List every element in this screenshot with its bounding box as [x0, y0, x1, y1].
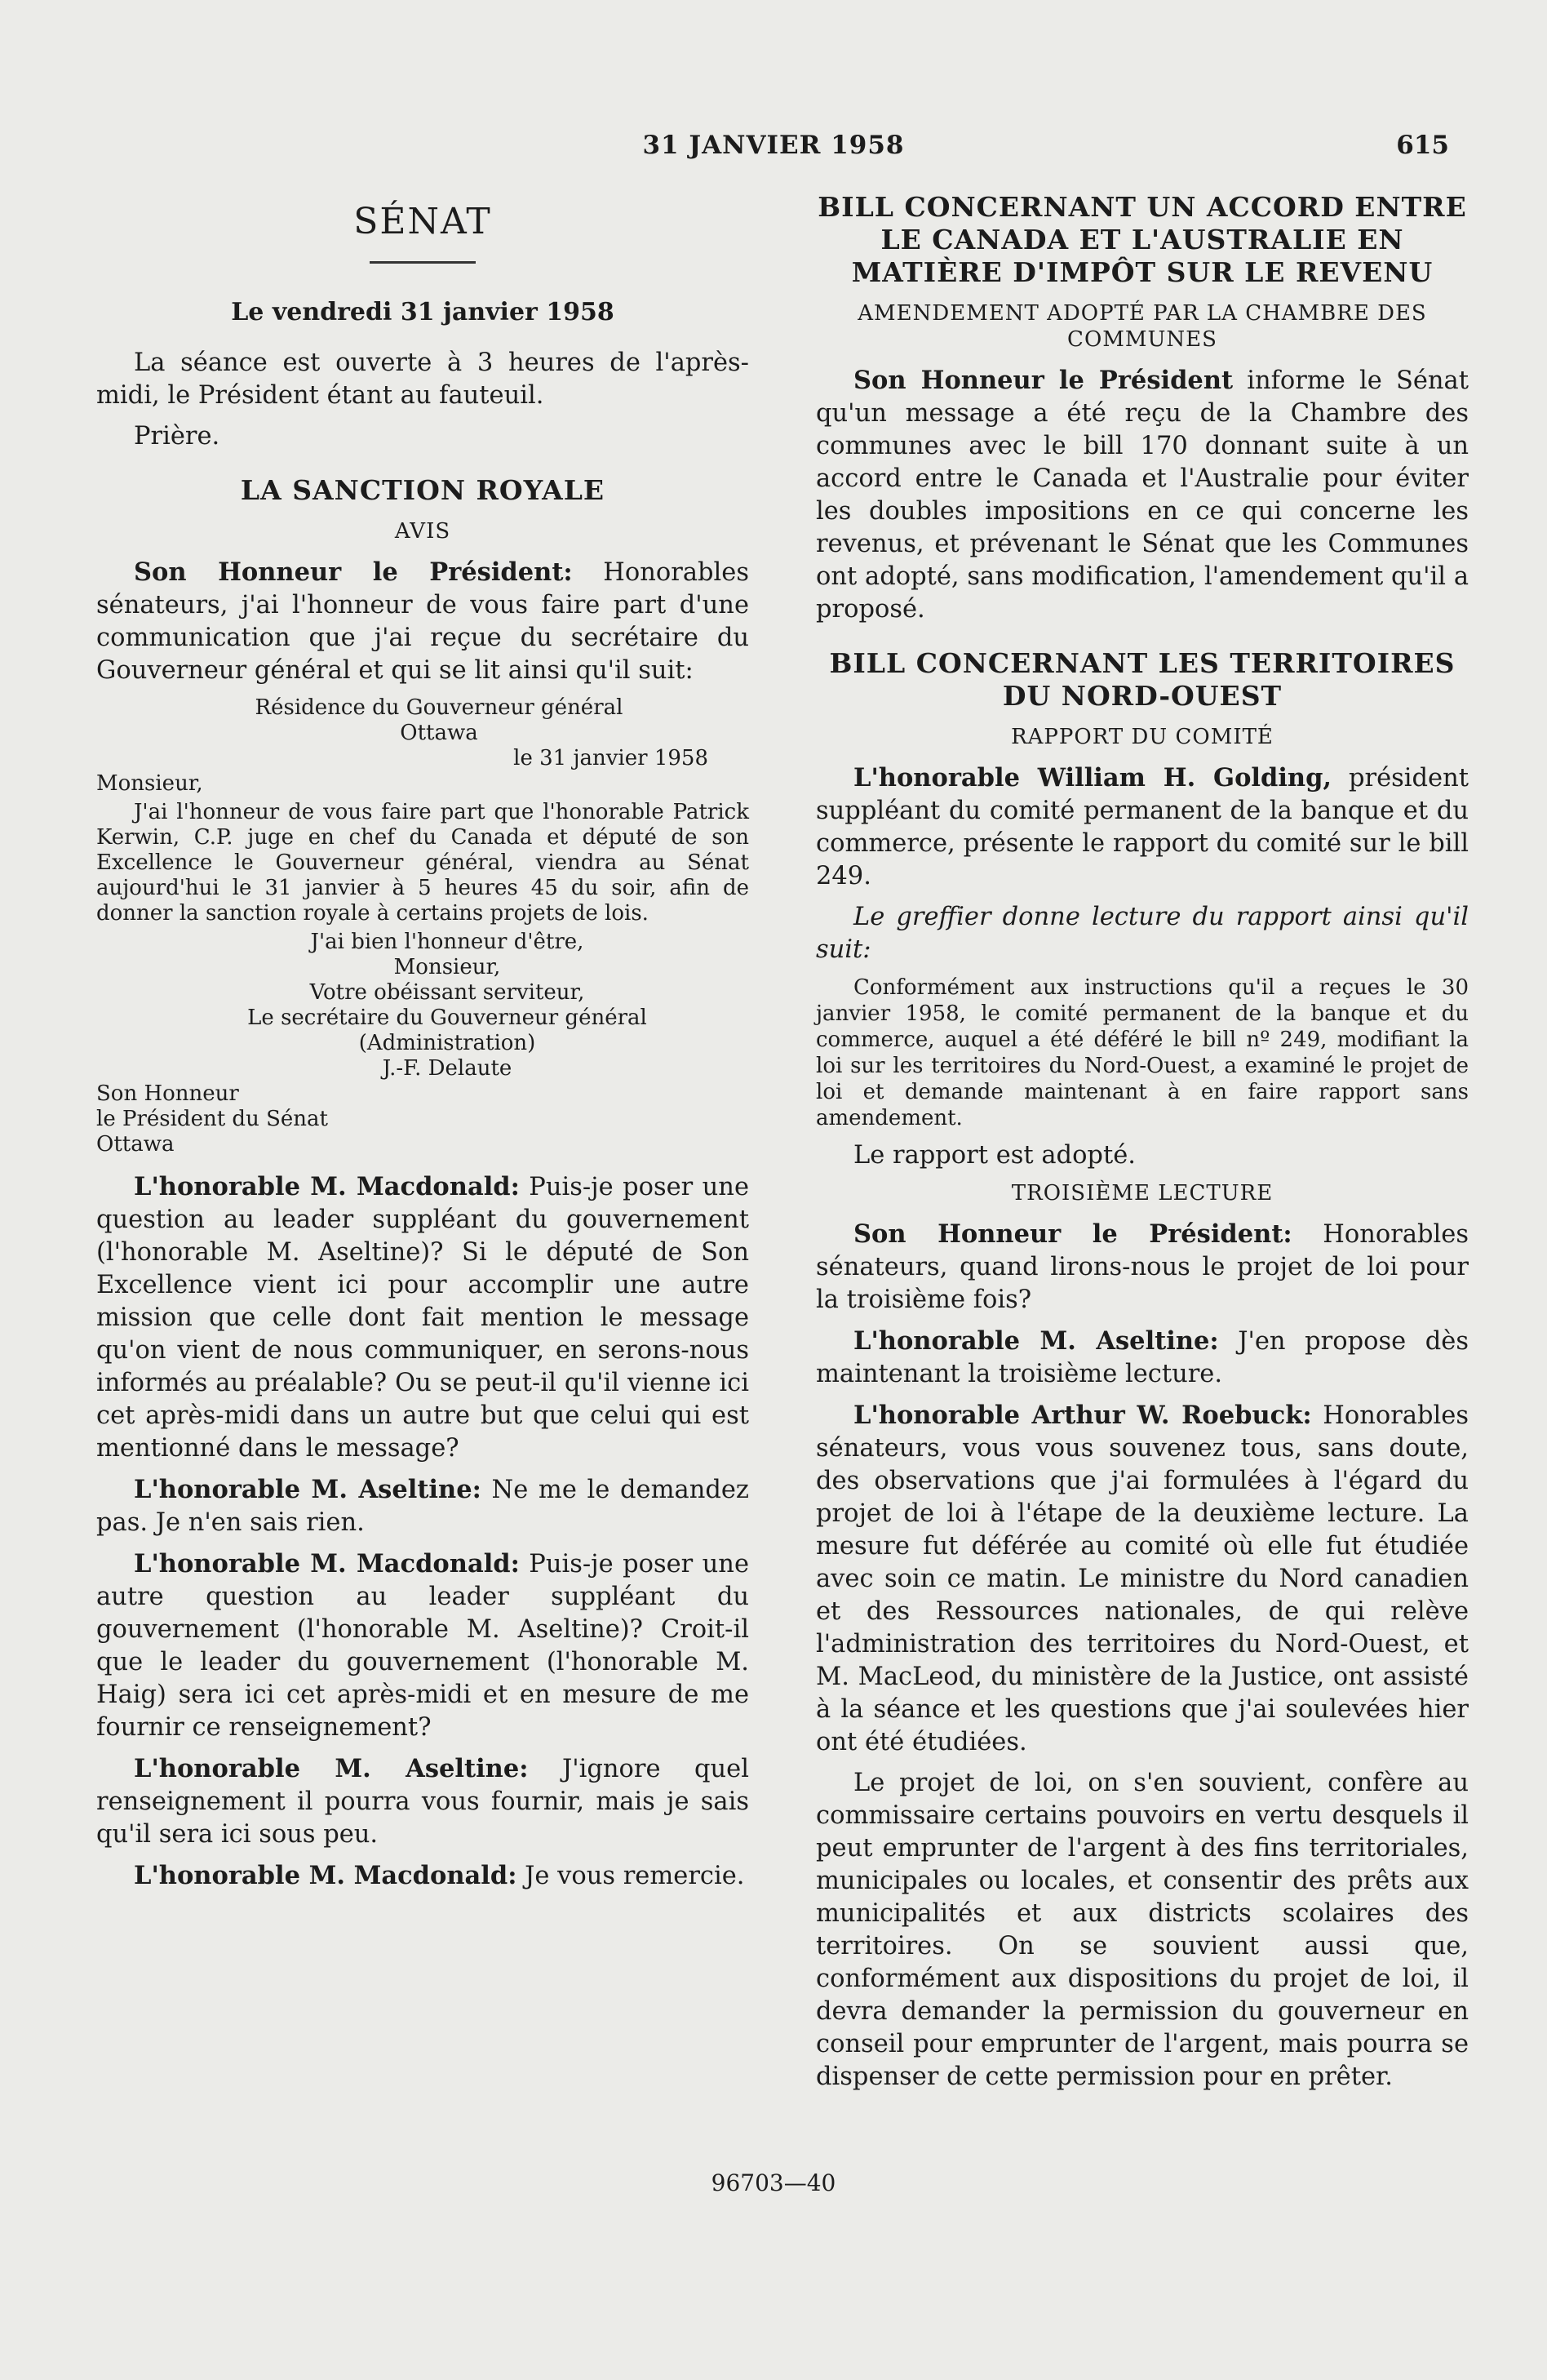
- speaker-name: L'honorable William H. Golding,: [853, 763, 1332, 793]
- paragraph-president-question: [816, 1218, 1469, 1317]
- letter-signature: J.-F. Delaute: [382, 1056, 512, 1081]
- paragraph-golding: [816, 762, 1469, 893]
- italic-note: Le greffier donne lecture du rapport ainsi qu'il suit:: [816, 903, 1469, 964]
- speaker-name: L'honorable Arthur W. Roebuck:: [853, 1401, 1312, 1430]
- letter-salutation: Monsieur,: [96, 771, 203, 796]
- letter-residence: Résidence du Gouverneur général: [255, 695, 623, 720]
- page-number: 615: [1396, 131, 1449, 160]
- speech-text: Je vous remercie.: [516, 1862, 745, 1890]
- heading-sanction-royale: LA SANCTION ROYALE: [240, 474, 605, 506]
- letter-address-1: Son Honneur: [96, 1081, 239, 1106]
- letter-address-3: Ottawa: [96, 1132, 175, 1157]
- sitting-dateline: Le vendredi 31 janvier 1958: [231, 298, 614, 326]
- report-text: Conformément aux instructions qu'il a reçues le 30 janvier 1958, le comité permanent de la banque et du commerce, auquel a été déféré le bill nº 249, modifiant la loi sur les territoires du Nord-Ouest, a examiné le projet de loi et demande maintenant à en faire rapport sans amendement.: [816, 975, 1469, 1130]
- paragraph-adopted: Le rapport est adopté.: [853, 1141, 1136, 1170]
- paragraph-aseltine-1: [96, 1473, 749, 1539]
- speech-text: Puis-je poser une question au leader suppléant du gouvernement (l'honorable M. Aseltine)? Si le député de Son Excellence vient ici pour accomplir une autre mission que celle dont fait mention le message qu'on vient de nous communiquer, en serons-nous informés au préalable? Ou se peut-il qu'il vienne ici cet après-midi dans un autre but que celui qui est mentionné dans le message?: [96, 1173, 749, 1463]
- paragraph-macdonald-2: [96, 1547, 749, 1744]
- opening-paragraph: La séance est ouverte à 3 heures de l'après-midi, le Président étant au fauteuil.: [96, 349, 749, 410]
- speech-text: Honorables sénateurs, quand lirons-nous le projet de loi pour la troisième fois?: [816, 1220, 1469, 1314]
- paragraph-president-message: [816, 364, 1469, 626]
- speech-text: Ne me le demandez pas. Je n'en sais rien.: [96, 1476, 749, 1537]
- speaker-name: L'honorable M. Aseltine:: [134, 1754, 529, 1783]
- speech-text: informe le Sénat qu'un message a été reçu de la Chambre des communes avec le bill 170 donnant suite à un accord entre le Canada et l'Australie pour éviter les doubles impositions en ce qui concerne les revenus, et prévenant le Sénat que les Communes ont adopté, sans modification, l'amendement qu'il a proposé.: [816, 366, 1469, 624]
- committee-report: [816, 975, 1469, 1131]
- letter-body: J'ai l'honneur de vous faire part que l'honorable Patrick Kerwin, C.P. juge en chef du Canada et député de son Excellence le Gouverneur général, viendra au Sénat aujourd'hui le 31 janvier à 5 heures 45 du soir, afin de donner la sanction royale à certains projets de lois.: [96, 800, 749, 926]
- speech-text: Honorables sénateurs, j'ai l'honneur de vous faire part d'une communication que j'ai reçue du secrétaire du Gouverneur général et qui se lit ainsi qu'il suit:: [96, 558, 749, 685]
- speaker-name: L'honorable M. Macdonald:: [134, 1549, 520, 1579]
- letter-city: Ottawa: [400, 721, 478, 745]
- priere-paragraph: Prière.: [134, 422, 220, 451]
- paragraph-macdonald-3: [96, 1859, 749, 1893]
- speech-text: Honorables sénateurs, vous vous souvenez tous, sans doute, des observations que j'ai formulées à l'égard du projet de loi à l'étape de la deuxième lecture. La mesure fut déférée au comité où elle fut étudiée avec soin ce matin. Le ministre du Nord canadien et des Ressources nationales, de qui relève l'administration des territoires du Nord-Ouest, et M. MacLeod, du ministère de la Justice, ont assisté à la séance et les questions que j'ai soulevées hier ont été étudiées.: [816, 1401, 1469, 1756]
- speaker-name: L'honorable M. Aseltine:: [134, 1475, 481, 1504]
- paragraph-aseltine-2: [96, 1752, 749, 1851]
- right-column: [816, 189, 1469, 2165]
- quoted-letter: [96, 695, 749, 1157]
- subheading-avis: AVIS: [394, 519, 451, 544]
- letter-closing-2: Monsieur,: [393, 955, 501, 979]
- speaker-name: L'honorable M. Macdonald:: [134, 1172, 520, 1201]
- speech-text: J'en propose dès maintenant la troisième lecture.: [816, 1327, 1469, 1388]
- title-rule: [370, 261, 476, 264]
- left-column: [96, 189, 749, 2165]
- subheading-rapport: RAPPORT DU COMITÉ: [1011, 725, 1274, 749]
- letter-closing-1: J'ai bien l'honneur d'être,: [310, 930, 584, 954]
- paragraph-roebuck: [816, 1399, 1469, 1759]
- letter-closing-5: (Administration): [358, 1031, 536, 1055]
- header-date: 31 JANVIER 1958: [642, 131, 905, 160]
- footer-code: 96703—40: [711, 2169, 836, 2196]
- running-head: [98, 131, 1449, 171]
- speech-text: J'ignore quel renseignement il pourra vous fournir, mais je sais qu'il sera ici sous peu.: [96, 1755, 749, 1849]
- subheading-amendement: AMENDEMENT ADOPTÉ PAR LA CHAMBRE DES COMMUNES: [858, 301, 1427, 352]
- speech-text: Puis-je poser une autre question au leader suppléant du gouvernement (l'honorable M. Aseltine)? Croit-il que le leader du gouvernement (l'honorable M. Haig) sera ici cet après-midi et en mesure de me fournir ce renseignement?: [96, 1550, 749, 1742]
- paragraph-aseltine-3: [816, 1325, 1469, 1391]
- speaker-name: L'honorable M. Aseltine:: [853, 1326, 1219, 1356]
- letter-date: le 31 janvier 1958: [513, 746, 708, 770]
- speech-text: président suppléant du comité permanent de la banque et du commerce, présente le rapport du comité sur le bill 249.: [816, 764, 1469, 890]
- speaker-name: Son Honneur le Président: [853, 366, 1234, 395]
- speaker-name: Son Honneur le Président:: [853, 1219, 1292, 1249]
- letter-closing-3: Votre obéissant serviteur,: [309, 980, 585, 1005]
- subheading-troisieme-lecture: TROISIÈME LECTURE: [1011, 1181, 1274, 1206]
- paragraph-president-avis: [96, 556, 749, 687]
- speaker-name: Son Honneur le Président:: [134, 557, 573, 587]
- paragraph-greffier: [816, 901, 1469, 966]
- speaker-name: L'honorable M. Macdonald:: [134, 1861, 517, 1890]
- letter-address-2: le Président du Sénat: [96, 1107, 328, 1131]
- letter-closing-4: Le secrétaire du Gouverneur général: [247, 1006, 647, 1030]
- heading-bill-australie: BILL CONCERNANT UN ACCORD ENTRE LE CANADA ET L'AUSTRALIE EN MATIÈRE D'IMPÔT SUR LE REVENU: [818, 191, 1467, 288]
- section-title-senat: SÉNAT: [353, 201, 492, 242]
- heading-bill-territoires: BILL CONCERNANT LES TERRITOIRES DU NORD-OUEST: [829, 647, 1456, 712]
- paragraph-macdonald-1: [96, 1170, 749, 1465]
- paragraph-projet-de-loi: Le projet de loi, on s'en souvient, confère au commissaire certains pouvoirs en vertu desquels il peut emprunter de l'argent à des fins territoriales, municipales ou locales, et consentir des prêts aux municipalités et aux districts scolaires des territoires. On se souvient aussi que, conformément aux dispositions du projet de loi, il devra demander la permission du gouverneur en conseil pour emprunter de l'argent, mais pourra se dispenser de cette permission pour en prêter.: [816, 1769, 1469, 2091]
